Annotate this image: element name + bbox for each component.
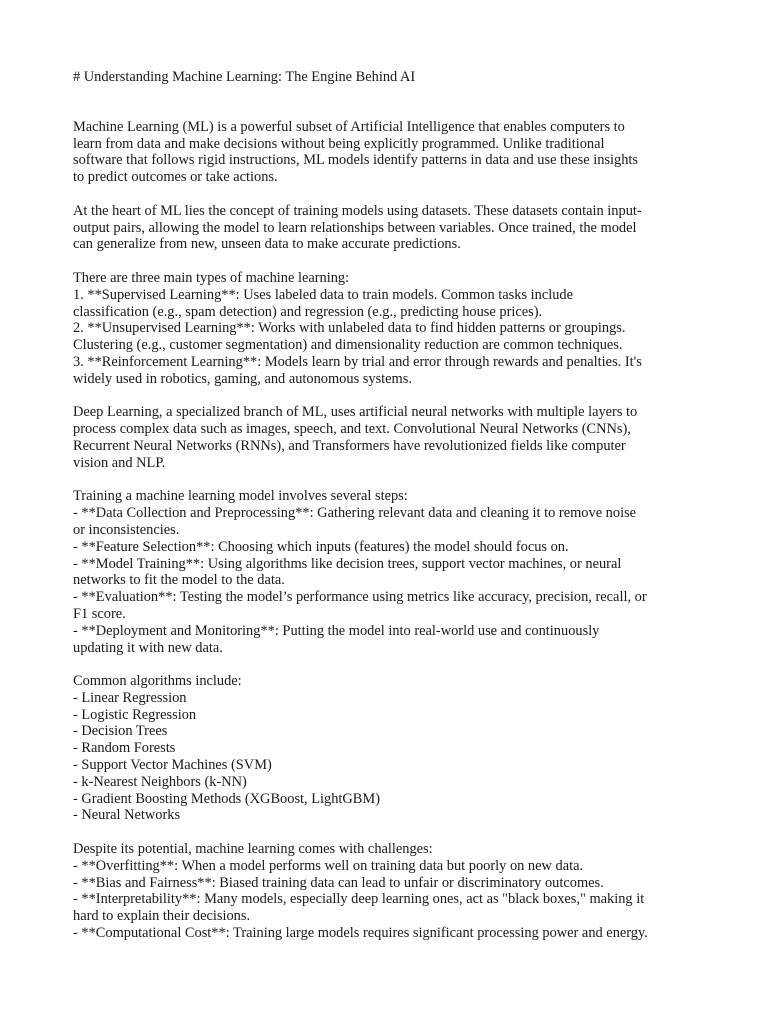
list-item: - **Deployment and Monitoring**: Putting the model into real-world use and continuously [73,622,600,639]
paragraph-algorithms [73,673,698,824]
list-item: - **Bias and Fairness**: Biased training data can lead to unfair or discriminatory outcomes. [73,874,604,891]
text-line: hard to explain their decisions. [73,908,251,925]
text-line: Training a machine learning model involves several steps: [73,488,408,505]
paragraph-ml-types [73,270,698,388]
list-item: - Gradient Boosting Methods (XGBoost, LightGBM) [73,790,380,807]
list-item: - Logistic Regression [73,706,197,723]
list-item: - **Model Training**: Using algorithms like decision trees, support vector machines, or neural [73,555,622,572]
paragraph-challenges [73,841,698,942]
list-item: - Neural Networks [73,807,181,824]
list-item: - k-Nearest Neighbors (k-NN) [73,773,247,790]
text-line: output pairs, allowing the model to learn relationships between variables. Once trained, the model [73,219,637,236]
document-heading: # Understanding Machine Learning: The Engine Behind AI [73,69,416,85]
list-item: - **Feature Selection**: Choosing which inputs (features) the model should focus on. [73,538,569,555]
text-line: widely used in robotics, gaming, and autonomous systems. [73,370,412,387]
list-item: - **Interpretability**: Many models, especially deep learning ones, act as "black boxes," making it [73,891,645,908]
text-line: Despite its potential, machine learning comes with challenges: [73,841,433,858]
text-line: software that follows rigid instructions, ML models identify patterns in data and use these insights [73,152,639,169]
list-item: - Support Vector Machines (SVM) [73,757,272,774]
list-item: 2. **Unsupervised Learning**: Works with unlabeled data to find hidden patterns or groupings. [73,320,626,337]
list-item: - Linear Regression [73,689,187,706]
text-line: classification (e.g., spam detection) and regression (e.g., predicting house prices). [73,303,543,320]
text-line: Recurrent Neural Networks (RNNs), and Transformers have revolutionized fields like computer [73,437,626,454]
text-line: At the heart of ML lies the concept of training models using datasets. These datasets contain input- [73,202,642,219]
list-item: - Random Forests [73,740,176,757]
list-item: - **Evaluation**: Testing the model’s performance using metrics like accuracy, precision, recall, or [73,589,647,606]
text-line: process complex data such as images, speech, and text. Convolutional Neural Networks (CNNs), [73,421,631,438]
text-line: can generalize from new, unseen data to make accurate predictions. [73,236,461,253]
text-line: updating it with new data. [73,639,223,656]
paragraph-training-datasets [73,203,698,253]
text-line: Deep Learning, a specialized branch of ML, uses artificial neural networks with multiple layers to [73,404,638,421]
text-line: or inconsistencies. [73,521,180,538]
text-line: There are three main types of machine learning: [73,269,350,286]
paragraph-training-steps [73,488,698,656]
paragraph-intro [73,119,698,186]
text-line: Machine Learning (ML) is a powerful subset of Artificial Intelligence that enables computers to [73,118,625,135]
list-item: 1. **Supervised Learning**: Uses labeled data to train models. Common tasks include [73,286,573,303]
list-item: - Decision Trees [73,723,168,740]
text-line: Common algorithms include: [73,673,242,690]
text-line: learn from data and make decisions without being explicitly programmed. Unlike traditional [73,135,605,152]
list-item: - **Data Collection and Preprocessing**: Gathering relevant data and cleaning it to remove noise [73,505,637,522]
text-line: Clustering (e.g., customer segmentation) and dimensionality reduction are common techniques. [73,337,623,354]
document-page [73,69,698,959]
list-item: - **Computational Cost**: Training large models requires significant processing power and energy. [73,925,648,942]
text-line: F1 score. [73,605,126,622]
paragraph-deep-learning [73,404,698,471]
list-item: - **Overfitting**: When a model performs well on training data but poorly on new data. [73,857,584,874]
text-line: networks to fit the model to the data. [73,572,285,589]
text-line: to predict outcomes or take actions. [73,169,278,186]
text-line: vision and NLP. [73,454,166,471]
list-item: 3. **Reinforcement Learning**: Models learn by trial and error through rewards and penalties. It's [73,353,642,370]
